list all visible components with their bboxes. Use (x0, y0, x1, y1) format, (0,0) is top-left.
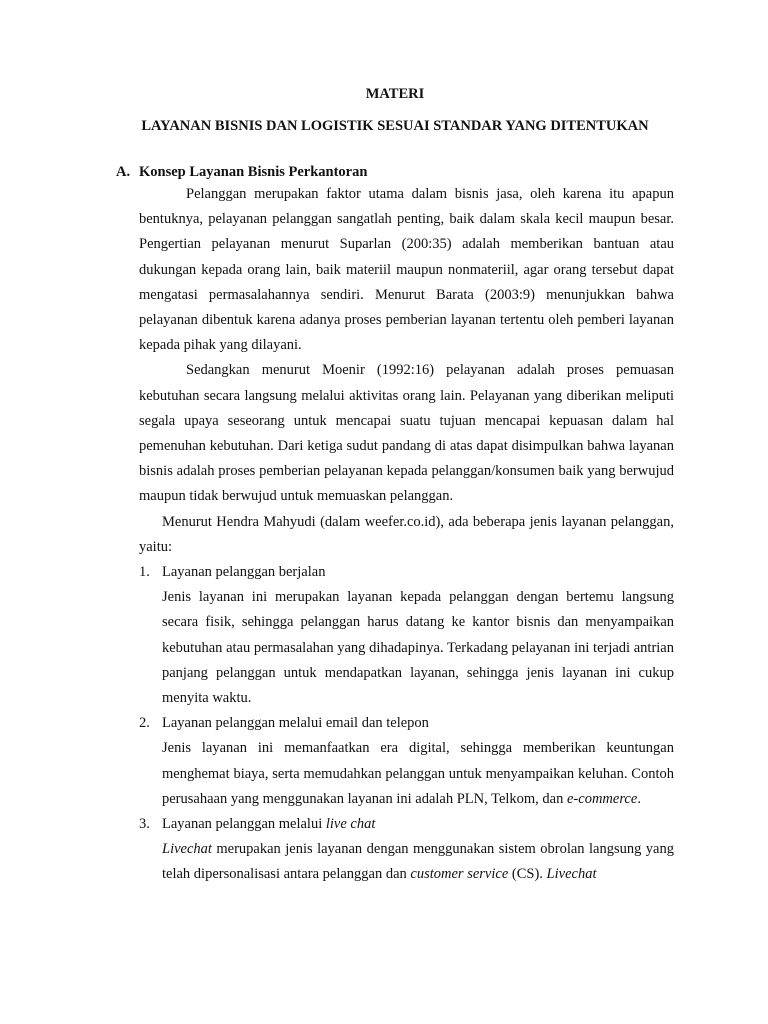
document-subtitle: LAYANAN BISNIS DAN LOGISTIK SESUAI STANDAR YANG DITENTUKAN (141, 118, 649, 134)
title-text: Layanan pelanggan melalui (162, 816, 326, 833)
list-item-description (162, 736, 674, 812)
description-text: Jenis layanan ini memanfaatkan era digital, sehingga memberikan keuntungan menghemat biaya, serta memudahkan pelanggan untuk menyampaikan keluhan. Contoh perusahaan yang menggunakan layanan ini adalah PLN, Telkom, dan (162, 740, 674, 807)
italic-term: live chat (325, 816, 376, 833)
description-text: merupakan jenis layanan dengan menggunakan sistem obrolan langsung yang telah dipersonalisasi antara pelanggan dan (162, 841, 674, 883)
italic-term: Livechat (546, 866, 597, 883)
list-item (139, 560, 674, 711)
description-text: . (637, 790, 641, 807)
paragraph-moenir: Sedangkan menurut Moenir (1992:16) pelayanan adalah proses pemuasan kebutuhan secara langsung melalui aktivitas orang lain. Pelayanan yang diberikan meliputi segala upaya seseorang untuk mencapai suatu tujuan mencapai kepuasan dalam hal pemenuhan kebutuhan. Dari ketiga sudut pandang di atas dapat disimpulkan bahwa layanan bisnis adalah proses pemberian pelayanan kepada pelanggan/konsumen baik yang berwujud maupun tidak berwujud untuk memuaskan pelanggan. (139, 362, 674, 505)
list-item-body (162, 812, 674, 888)
section-a-letter: A. (116, 164, 131, 180)
list-item-title (162, 812, 674, 837)
list-item-description: Jenis layanan ini merupakan layanan kepada pelanggan dengan bertemu langsung secara fisik, sehingga pelanggan harus datang ke kantor bisnis dan menyampaikan kebutuhan atau permasalahan yang dihadapinya. Terkadang pelayanan ini terjadi antrian panjang pelanggan untuk mendapatkan layanan, sehingga jenis layanan ini cukup menyita waktu. (162, 589, 674, 707)
list-item-number: 1. (139, 564, 150, 581)
document-title: MATERI (365, 86, 425, 102)
service-types-list (139, 560, 674, 888)
list-item (139, 812, 674, 888)
list-item-description (162, 837, 674, 887)
list-item-number: 3. (139, 816, 150, 833)
italic-term: Livechat (162, 841, 212, 858)
list-item-title: Layanan pelanggan berjalan (162, 564, 326, 581)
list-item (139, 711, 674, 812)
list-item-title: Layanan pelanggan melalui email dan telepon (162, 715, 429, 732)
description-text: (CS). (508, 866, 547, 883)
paragraph-definition: Pelanggan merupakan faktor utama dalam bisnis jasa, oleh karena itu apapun bentuknya, pelayanan pelanggan sangatlah penting, baik dalam skala kecil maupun besar. Pengertian pelayanan menurut Suparlan (200:35) adalah memberikan bantuan atau dukungan kepada orang lain, baik materiil maupun nonmateriil, agar orang tersebut dapat mengatasi permasalahannya sendiri. Menurut Barata (2003:9) menunjukkan bahwa pelayanan dibentuk karena adanya proses pemberian layanan tertentu oleh pemberi layanan kepada pihak yang dilayani. (139, 186, 674, 354)
section-a-heading (116, 164, 674, 180)
list-item-body (162, 711, 674, 812)
section-a-title: Konsep Layanan Bisnis Perkantoran (139, 164, 368, 180)
list-item-number: 2. (139, 715, 150, 732)
italic-term: e-commerce (567, 790, 638, 807)
italic-term: customer service (410, 866, 509, 883)
list-item-body (162, 560, 674, 711)
paragraph-service-types-intro: Menurut Hendra Mahyudi (dalam weefer.co.id), ada beberapa jenis layanan pelanggan, yaitu: (139, 513, 674, 555)
